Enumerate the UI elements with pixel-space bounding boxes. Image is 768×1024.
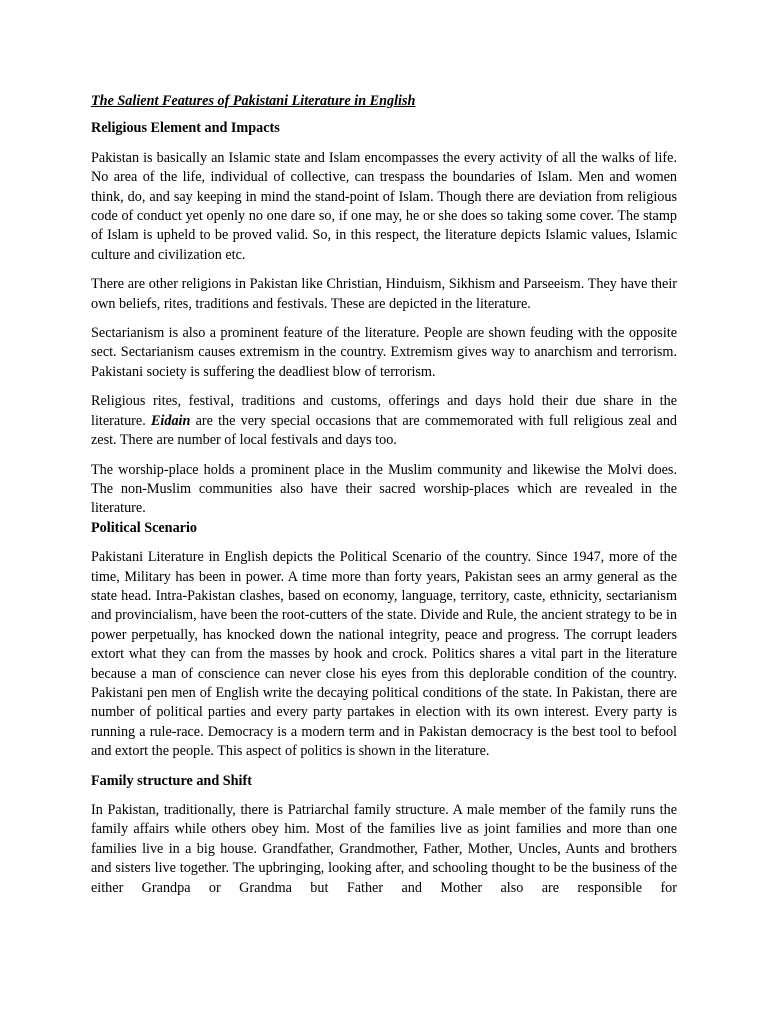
section-heading-family: Family structure and Shift	[91, 772, 252, 789]
section-political	[91, 519, 677, 762]
paragraph-other-religions: There are other religions in Pakistan like Christian, Hinduism, Sikhism and Parseeism. They have their own beliefs, rites, traditions and festivals. These are depicted in the literature.	[91, 276, 677, 312]
section-religious	[91, 119, 677, 518]
rites-text-after: are the very special occasions that are commemorated with full religious zeal and zest. There are number of local festivals and days too.	[91, 412, 678, 449]
rites-text-before: Religious rites, festival, traditions and customs, offerings and days hold their due share in the literature.	[91, 393, 677, 429]
document-title: The Salient Features of Pakistani Literature in English	[91, 93, 416, 109]
section-family	[91, 772, 677, 898]
paragraph-religious-rites	[91, 392, 677, 450]
paragraph-family-structure: In Pakistan, traditionally, there is Patriarchal family structure. A male member of the family runs the family affairs while others obey him. Most of the families live as joint families and more than one families live in a big house. Grandfather, Grandmother, Father, Mother, Uncles, Aunts and brothers and sisters live together. The upbringing, looking after, and schooling thought to be the business of the either Grandpa or Grandma but Father and Mother also are responsible for	[91, 802, 677, 896]
paragraph-political-scenario: Pakistani Literature in English depicts the Political Scenario of the country. Since 1947, more of the time, Military has been in power. A time more than forty years, Pakistan sees an army general as the state head. Intra-Pakistan clashes, based on economy, language, territory, caste, ethnicity, sectarianism and provincialism, have been the root-cutters of the state. Divide and Rule, the ancient strategy to be in power perpetually, has knocked down the national integrity, peace and progress. The corrupt leaders extort what they can from the masses by hook and crock. Politics shares a vital part in the literature because a man of conscience can never close his eyes from this deplorable condition of the country. Pakistani pen men of English write the decaying political conditions of the state. In Pakistan, there are number of political parties and every party partakes in election with its own interest. Every party is running a rule-race. Democracy is a modern term and in Pakistan democracy is the best tool to befool and extort the people. This aspect of politics is shown in the literature.	[91, 549, 677, 760]
paragraph-worship-place: The worship-place holds a prominent place in the Muslim community and likewise the Molvi does. The non-Muslim communities also have their sacred worship-places which are revealed in the literature.	[91, 461, 677, 517]
eidain-emphasis: Eidain	[150, 412, 191, 429]
section-heading-political: Political Scenario	[91, 519, 197, 536]
section-heading-religious: Religious Element and Impacts	[91, 120, 280, 137]
paragraph-sectarianism: Sectarianism is also a prominent feature of the literature. People are shown feuding with the opposite sect. Sectarianism causes extremism in the country. Extremism gives way to anarchism and terrorism. Pakistani society is suffering the deadliest blow of terrorism.	[91, 325, 677, 380]
document-page	[91, 92, 677, 908]
paragraph-islamic-state: Pakistan is basically an Islamic state and Islam encompasses the every activity of all the walks of life. No area of the life, individual of collective, can trespass the boundaries of Islam. Men and women think, do, and say keeping in mind the stand-point of Islam. Though there are deviation from religious code of conduct yet openly no one dare so, if one may, he or she does so taking some cover. The stamp of Islam is upheld to be proved valid. So, in this respect, the literature depicts Islamic values, Islamic culture and civilization etc.	[91, 149, 677, 263]
